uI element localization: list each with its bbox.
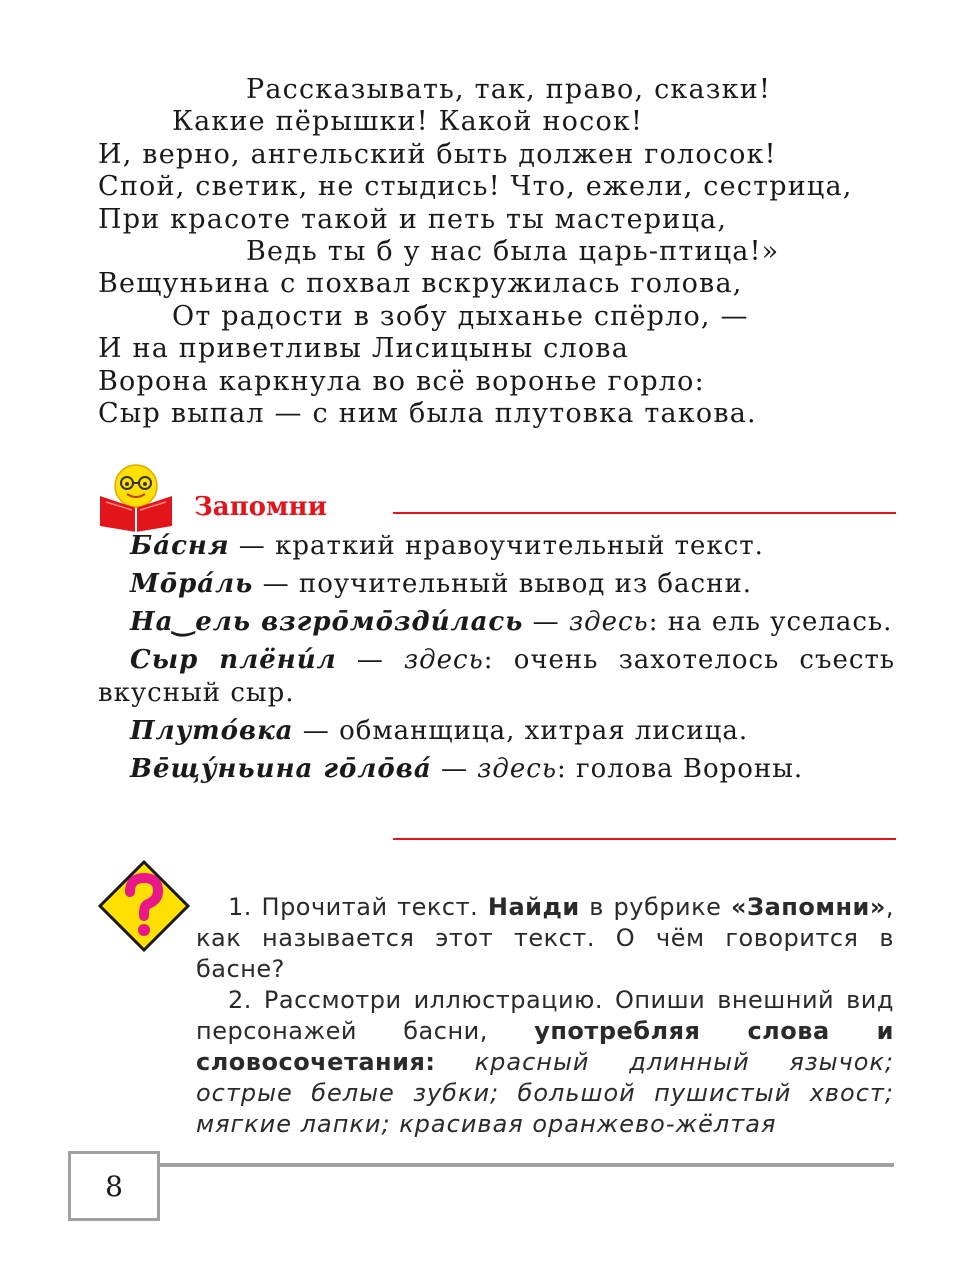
- remember-title: Запомни: [194, 492, 327, 522]
- poem-line: И, верно, ангельский быть должен голосок!: [98, 138, 777, 170]
- glossary-dash: —: [253, 569, 299, 599]
- poem-line: При красоте такой и петь ты мастерица,: [98, 203, 728, 235]
- glossary-entry: [98, 715, 895, 748]
- glossary-note: здесь: [477, 754, 557, 784]
- glossary-term: Мо̄ра́ль: [130, 569, 254, 599]
- glossary-term: Ба́сня: [130, 531, 230, 561]
- page-number-text: 8: [105, 1169, 123, 1203]
- glossary-definition: : голова Вороны.: [556, 754, 804, 784]
- footer-divider: [158, 1163, 894, 1167]
- glossary-entry: [98, 530, 895, 563]
- glossary-entry: [98, 606, 895, 639]
- glossary-term: Плуто́вка: [130, 716, 294, 746]
- glossary-definition: обманщица, хитрая лисица.: [339, 716, 749, 746]
- glossary-definition: : на ель уселась.: [648, 607, 893, 637]
- glossary-dash: —: [431, 754, 478, 784]
- smiley-reading-book-icon: [96, 462, 176, 532]
- glossary-entry: [98, 753, 895, 786]
- question-text: 2. Рассмотри иллюстрацию. Опиши внешний вид персонажей басни,: [196, 986, 894, 1045]
- glossary-definition: : очень захотелось съесть вкусный сыр.: [98, 645, 895, 708]
- poem-line: Вещуньина с похвал вскружилась голова,: [98, 268, 743, 300]
- glossary-dash: —: [336, 645, 404, 675]
- poem-line: И на приветливы Лисицыны слова: [98, 333, 630, 365]
- question-2: [196, 985, 894, 1140]
- glossary-term: На‿ель взгро̄мо̄зди́лась: [130, 607, 524, 637]
- glossary-note: здесь: [404, 645, 484, 675]
- poem-line: Сыр выпал — с ним была плутовка такова.: [98, 398, 757, 430]
- glossary-dash: —: [523, 607, 569, 637]
- glossary-term: Ве̄щу́ньина го̄ло̄ва́: [130, 754, 432, 784]
- glossary-definition: поучительный вывод из басни.: [298, 569, 753, 599]
- question-keyword: Найди: [487, 893, 580, 921]
- remember-divider-bottom: [393, 838, 896, 840]
- remember-divider-top: [393, 512, 896, 514]
- glossary-term: Сыр плёни́л: [130, 645, 337, 675]
- glossary-dash: —: [293, 716, 340, 746]
- glossary-note: здесь: [568, 607, 649, 637]
- glossary-dash: —: [229, 531, 276, 561]
- question-diamond-icon: [96, 858, 192, 954]
- question-word-list: красный длинный язычок; острые белые зубки; большой пушистый хвост; мягкие лапки; красивая оранжево-жёлтая: [196, 1048, 894, 1138]
- fable-poem: [98, 74, 898, 430]
- question-text: в рубрике: [579, 893, 732, 921]
- glossary: [98, 530, 895, 791]
- question-text: [435, 1048, 474, 1076]
- poem-line: Ворона каркнула во всё воронье горло:: [98, 365, 705, 397]
- poem-line: Спой, светик, не стыдись! Что, ежели, сестрица,: [98, 171, 853, 203]
- poem-line: Ведь ты б у нас была царь-птица!»: [246, 236, 780, 268]
- poem-line: Рассказывать, так, право, сказки!: [246, 74, 772, 105]
- glossary-entry: [98, 568, 895, 601]
- question-keyword: употребляя слова и словосочетания:: [196, 1017, 894, 1076]
- page-number: [68, 1151, 160, 1221]
- question-text: , как называется этот текст. О чём говорится в басне?: [196, 893, 894, 983]
- question-text: 1. Прочитай текст.: [228, 893, 488, 921]
- questions-block: [196, 892, 894, 1140]
- glossary-entry: [98, 644, 895, 710]
- question-keyword: «Запомни»: [731, 893, 886, 921]
- poem-line: От радости в зобу дыханье спёрло, —: [172, 300, 749, 332]
- poem-line: Какие пёрышки! Какой носок!: [172, 106, 644, 138]
- question-1: [196, 892, 894, 985]
- glossary-definition: краткий нравоучительный текст.: [275, 531, 764, 561]
